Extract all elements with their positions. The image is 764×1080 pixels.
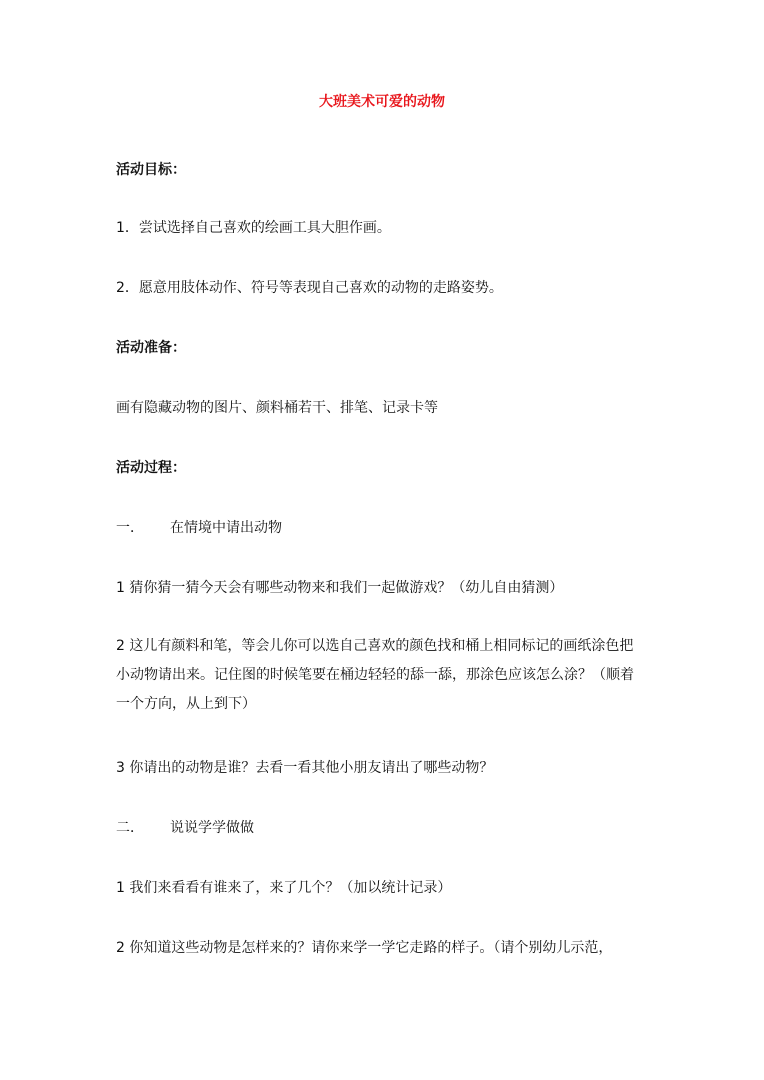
section-1-title: 在情境中请出动物: [170, 520, 282, 536]
prep-heading: 活动准备：: [116, 340, 186, 356]
process-heading: 活动过程：: [116, 460, 186, 476]
goals-heading: 活动目标：: [116, 162, 186, 178]
goal-item-1: 1．尝试选择自己喜欢的绘画工具大胆作画。: [116, 220, 391, 236]
section-1-marker: 一．: [116, 520, 144, 536]
document-title: 大班美术可爱的动物: [319, 94, 445, 110]
prep-text: 画有隐藏动物的图片、颜料桶若干、排笔、记录卡等: [116, 400, 438, 416]
section-2-title: 说说学学做做: [170, 820, 254, 836]
section-1-step-2: 2 这儿有颜料和笔，等会儿你可以选自己喜欢的颜色找和桶上相同标记的画纸涂色把小动物请出来。记住图的时候笔要在桶边轻轻的舔一舔，那涂色应该怎么涂？（顺着一个方向，从上到下）: [116, 638, 634, 712]
section-2-step-2: 2 你知道这些动物是怎样来的？请你来学一学它走路的样子。（请个别幼儿示范，: [116, 940, 613, 956]
section-2-heading: [116, 818, 676, 838]
section-2-marker: 二．: [116, 820, 144, 836]
section-1-heading: [116, 518, 676, 538]
goal-item-2: 2．愿意用肢体动作、符号等表现自己喜欢的动物的走路姿势。: [116, 280, 503, 296]
section-2-step-1: 1 我们来看看有谁来了，来了几个？（加以统计记录）: [116, 880, 452, 896]
section-1-step-1: 1 猜你猜一猜今天会有哪些动物来和我们一起做游戏？（幼儿自由猜测）: [116, 580, 564, 596]
section-1-step-3: 3 你请出的动物是谁？去看一看其他小朋友请出了哪些动物？: [116, 760, 494, 776]
